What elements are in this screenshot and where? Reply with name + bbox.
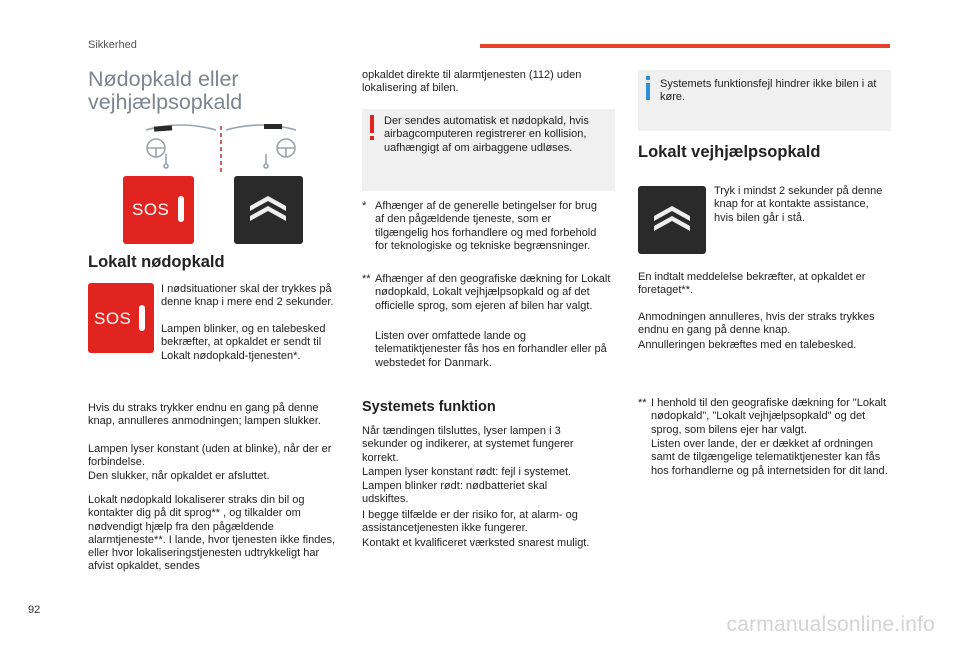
warning-box bbox=[362, 109, 615, 191]
footnote-1-mark: * bbox=[362, 200, 367, 212]
footnote-1-text: Afhænger af de generelle betingelser for brug af den pågældende tjeneste, som er tilgængelig hos forhandlere og med forbehold for teknologiske og tekniske begrænsninger. bbox=[375, 200, 597, 252]
cockpit-right-icon bbox=[226, 124, 296, 168]
sos-button-desc: I nødsituationer skal der trykkes på denne knap i mere end 2 sekunder. bbox=[161, 283, 334, 309]
sos-label-small: SOS bbox=[94, 309, 132, 328]
sos-lamp-small bbox=[139, 305, 145, 331]
assistance-button-small bbox=[638, 186, 706, 254]
footnote-3-mark: ** bbox=[638, 397, 647, 409]
page-title: Nødopkald eller vejhjælpsopkald bbox=[88, 67, 243, 114]
info-icon bbox=[646, 83, 650, 100]
heading-lokalt-nodopkald: Lokalt nødopkald bbox=[88, 253, 225, 271]
cancel-text: Hvis du straks trykker endnu en gang på denne knap, annulleres anmodningen; lampen slukker. bbox=[88, 402, 321, 428]
sos-lamp-desc: Lampen blinker, og en talebesked bekræfter, at opkaldet er sendt til Lokalt nødopkald-tjenesten*. bbox=[161, 323, 326, 362]
system-line-2: Lampen lyser konstant rødt: fejl i systemet. bbox=[362, 466, 572, 478]
assistance-confirm: En indtalt meddelelse bekræfter, at opkaldet er foretaget**. bbox=[638, 271, 866, 297]
section-label: Sikkerhed bbox=[88, 39, 137, 51]
footnote-3-text: I henhold til den geografiske dækning for "Lokalt nødopkald", "Lokalt vejhjælpsopkald" og det sprog, som bilens ejer har valgt. bbox=[651, 397, 887, 436]
assistance-cancel-2: Annulleringen bekræftes med en talebesked. bbox=[638, 339, 857, 351]
footnote-2-text: Afhænger af den geografiske dækning for Lokalt nødopkald, Lokalt vejhjælpsopkald og af det officielle sprog, som ejeren af bilen har valgt. bbox=[375, 273, 611, 312]
lamp-on-text: Lampen lyser konstant (uden at blinke), når der er forbindelse. bbox=[88, 443, 332, 469]
system-line-5: Kontakt et kvalificeret værksted snarest muligt. bbox=[362, 537, 590, 549]
chevrons-icon bbox=[234, 176, 303, 244]
info-text: Systemets funktionsfejl hindrer ikke bilen i at køre. bbox=[660, 78, 877, 104]
system-line-3: Lampen blinker rødt: nødbatteriet skal udskiftes. bbox=[362, 480, 548, 506]
heading-systemets-funktion: Systemets funktion bbox=[362, 399, 496, 415]
locate-text: Lokalt nødopkald lokaliserer straks din bil og kontakter dig på dit sprog** , og tilkalder om nødvendigt hjælp fra den pågældende alarmtjeneste**. I lande, hvor tjenesten ikke findes, eller hvor lokaliseringstjenesten udtrykkeligt har afvist opkaldet, sendes bbox=[88, 494, 336, 573]
warning-icon bbox=[370, 115, 374, 133]
info-icon-dot bbox=[646, 76, 650, 80]
info-box bbox=[638, 70, 891, 131]
page-number: 92 bbox=[28, 604, 41, 616]
system-line-4: I begge tilfælde er der risiko for, at alarm- og assistancetjenesten ikke fungerer. bbox=[362, 509, 578, 535]
assistance-button-illustration bbox=[234, 176, 303, 244]
cockpit-illustration bbox=[136, 116, 306, 174]
sos-button-illustration bbox=[123, 176, 194, 244]
assistance-cancel-1: Anmodningen annulleres, hvis der straks trykkes endnu en gang på denne knap. bbox=[638, 311, 875, 337]
watermark: carmanualsonline.info bbox=[726, 613, 935, 636]
system-line-1: Når tændingen tilsluttes, lyser lampen i 3 sekunder og indikerer, at systemet fungerer korrekt. bbox=[362, 425, 574, 464]
footnote-2-mark: ** bbox=[362, 273, 371, 285]
sos-label: SOS bbox=[132, 200, 170, 219]
sos-button-small bbox=[88, 283, 154, 353]
assistance-button-desc: Tryk i mindst 2 sekunder på denne knap for at kontakte assistance, hvis bilen går i stå. bbox=[714, 185, 883, 224]
footnote-2-text2: Listen over omfattede lande og telematiktjenester fås hos en forhandler eller på webstedet for Danmark. bbox=[375, 330, 607, 369]
cockpit-left-icon bbox=[146, 125, 216, 168]
chevrons-icon-small bbox=[638, 186, 706, 254]
lamp-off-text: Den slukker, når opkaldet er afsluttet. bbox=[88, 470, 270, 482]
warning-icon-dot bbox=[370, 136, 374, 140]
sos-lamp bbox=[178, 196, 184, 222]
header-accent-bar bbox=[480, 44, 890, 48]
continued-text: opkaldet direkte til alarmtjenesten (112) uden lokalisering af bilen. bbox=[362, 69, 582, 95]
footnote-3-text2: Listen over lande, der er dækket af ordningen samt de tilgængelige telematiktjenester kan fås hos forhandlerne og på internetsiden for dit land. bbox=[651, 438, 888, 477]
warning-text: Der sendes automatisk et nødopkald, hvis airbagcomputeren registrerer en kollision, uafhængigt af om airbaggene udløses. bbox=[384, 115, 589, 154]
heading-lokalt-vejhjaelpsopkald: Lokalt vejhjælpsopkald bbox=[638, 143, 821, 161]
